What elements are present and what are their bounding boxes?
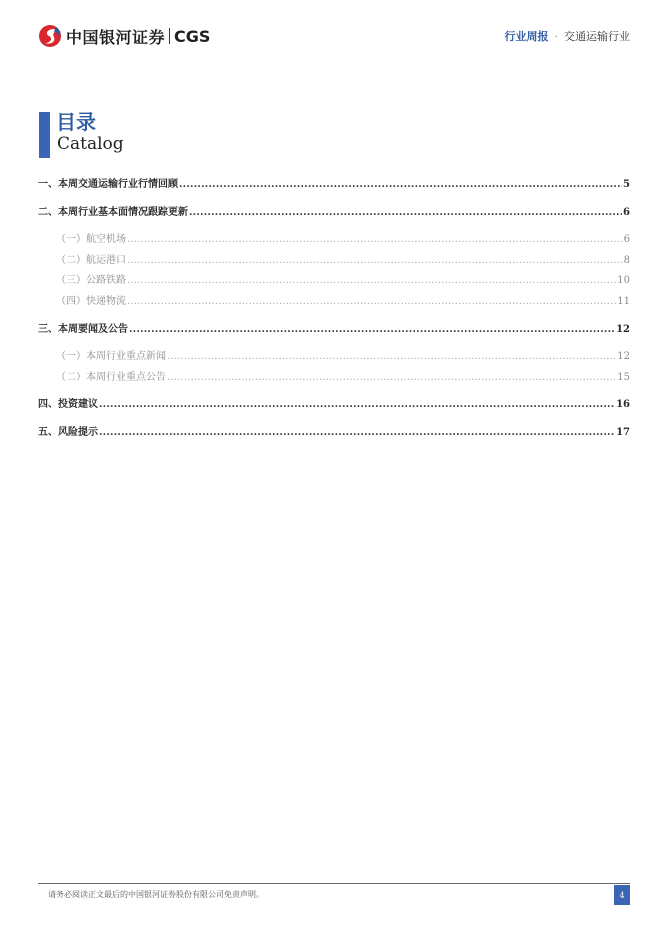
toc-entry-page: 17 [616,427,630,438]
toc-entry-page: 12 [616,324,630,335]
toc-leader [167,351,616,362]
industry-name: 交通运输行业 [564,30,630,43]
toc-subentry[interactable] [56,347,630,362]
logo-english-name: CGS [174,26,211,46]
toc-subentry[interactable] [56,251,630,266]
toc-entry-label: （四）快递物流 [56,296,126,307]
toc-entry-page: 8 [623,255,630,266]
toc-entry[interactable] [38,320,630,335]
toc-subentry[interactable] [56,368,630,383]
toc-subentry[interactable] [56,271,630,286]
toc-entry-page: 12 [617,351,630,362]
toc-leader [99,427,615,438]
toc-leader [127,234,623,245]
toc-entry-page: 15 [617,372,630,383]
toc-subentry[interactable] [56,230,630,245]
toc-leader [127,296,616,307]
toc-entry[interactable] [38,423,630,438]
toc-entry[interactable] [38,175,630,190]
toc-entry-label: 三、本周要闻及公告 [38,324,128,335]
toc-leader [189,207,622,218]
header-separator: · [554,29,558,43]
report-type: 行业周报 [504,30,549,43]
toc-entry-page: 16 [616,399,630,410]
toc-subentry[interactable] [56,292,630,307]
cgs-logo-icon [38,24,62,48]
logo-divider [169,28,170,44]
toc-entry-label: （一）航空机场 [56,234,126,245]
toc-leader [127,255,623,266]
toc-leader [129,324,615,335]
toc-entry-label: （一）本周行业重点新闻 [56,351,166,362]
toc-entry-label: 四、投资建议 [38,399,98,410]
toc-entry-page: 6 [623,234,630,245]
page-title: 目录 [56,110,96,134]
toc-entry-label: （三）公路铁路 [56,275,126,286]
toc-entry-label: 一、本周交通运输行业行情回顾 [38,179,178,190]
logo-chinese-name: 中国银河证券 [66,27,166,47]
toc-entry-label: （二）本周行业重点公告 [56,372,166,383]
footer-disclaimer: 请务必阅读正文最后的中国银河证券股份有限公司免责声明。 [48,890,264,899]
toc-entry[interactable] [38,395,630,410]
toc-leader [127,275,616,286]
toc-leader [167,372,616,383]
toc-leader [179,179,622,190]
report-category [505,28,631,44]
page-number-badge: 4 [614,885,630,905]
toc-entry-label: 五、风险提示 [38,427,98,438]
title-accent-bar [39,112,50,158]
toc-entry[interactable] [38,203,630,218]
toc-entry-page: 5 [623,179,630,190]
toc-entry-page: 11 [617,296,630,307]
company-logo [38,24,210,48]
toc-leader [99,399,615,410]
toc-entry-page: 10 [617,275,630,286]
toc-entry-label: 二、本周行业基本面情况跟踪更新 [38,207,188,218]
toc-entry-page: 6 [623,207,630,218]
toc-entry-label: （二）航运港口 [56,255,126,266]
page-header [38,24,630,52]
footer-divider [38,883,630,884]
page-subtitle: Catalog [57,134,124,154]
